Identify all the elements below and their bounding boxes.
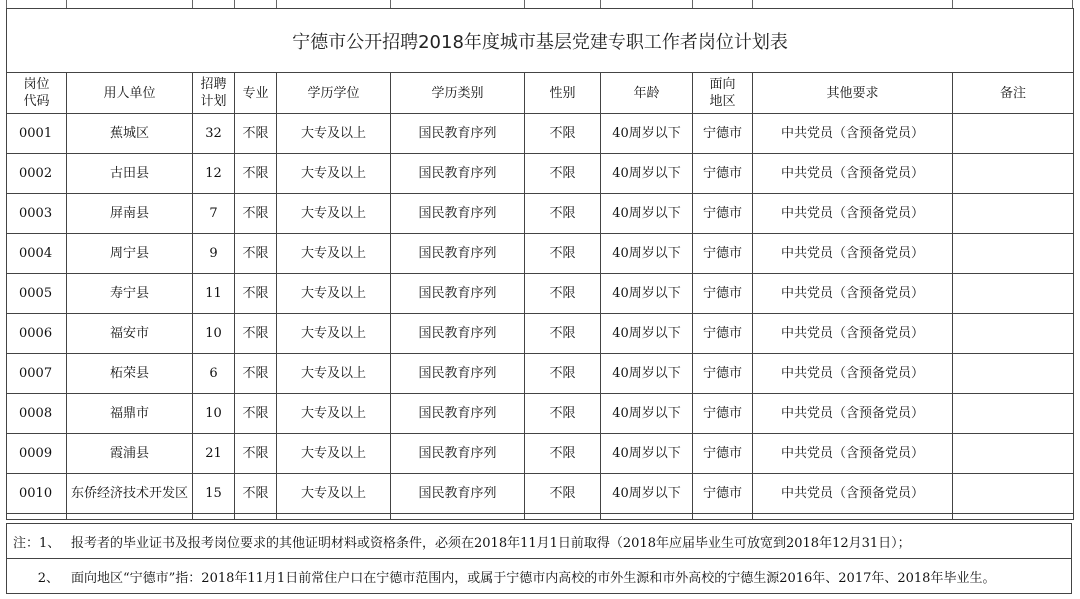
cell-age: 40周岁以下 xyxy=(601,394,693,434)
cell-area: 宁德市 xyxy=(693,274,753,314)
header-plan: 招聘 计划 xyxy=(193,73,235,114)
cell-unit: 寿宁县 xyxy=(67,274,193,314)
job-plan-sheet xyxy=(6,0,1073,599)
table-row xyxy=(7,274,1074,314)
note-2 xyxy=(6,559,1072,594)
cell-major: 不限 xyxy=(235,434,277,474)
cell-unit: 周宁县 xyxy=(67,234,193,274)
cell-plan: 9 xyxy=(193,234,235,274)
cell-edu-type: 国民教育序列 xyxy=(391,314,525,354)
cell-edu-type: 国民教育序列 xyxy=(391,114,525,154)
header-edu-type: 学历类别 xyxy=(391,73,525,114)
cell-code: 0003 xyxy=(7,194,67,234)
table-row xyxy=(7,314,1074,354)
cell-remark xyxy=(953,474,1074,514)
header-major: 专业 xyxy=(235,73,277,114)
cell-age: 40周岁以下 xyxy=(601,274,693,314)
cell-remark xyxy=(953,394,1074,434)
cell-degree: 大专及以上 xyxy=(277,434,391,474)
cell-major: 不限 xyxy=(235,194,277,234)
cell-gender: 不限 xyxy=(525,354,601,394)
cell-code: 0005 xyxy=(7,274,67,314)
cell-edu-type: 国民教育序列 xyxy=(391,194,525,234)
cell-other: 中共党员（含预备党员） xyxy=(753,354,953,394)
cell-area: 宁德市 xyxy=(693,394,753,434)
cell-degree: 大专及以上 xyxy=(277,154,391,194)
header-unit: 用人单位 xyxy=(67,73,193,114)
cell-degree: 大专及以上 xyxy=(277,234,391,274)
cell-code: 0002 xyxy=(7,154,67,194)
cell-edu-type: 国民教育序列 xyxy=(391,354,525,394)
cell-gender: 不限 xyxy=(525,114,601,154)
header-other: 其他要求 xyxy=(753,73,953,114)
cell-unit: 古田县 xyxy=(67,154,193,194)
cell-code: 0007 xyxy=(7,354,67,394)
cell-unit: 福鼎市 xyxy=(67,394,193,434)
header-age: 年龄 xyxy=(601,73,693,114)
table-row xyxy=(7,474,1074,514)
top-grid-strip xyxy=(6,0,1073,8)
cell-gender: 不限 xyxy=(525,434,601,474)
cell-code: 0001 xyxy=(7,114,67,154)
cell-remark xyxy=(953,354,1074,394)
cell-area: 宁德市 xyxy=(693,194,753,234)
cell-age: 40周岁以下 xyxy=(601,154,693,194)
cell-code: 0009 xyxy=(7,434,67,474)
note-2-text: 面向地区“宁德市”指：2018年11月1日前常住户口在宁德市范围内，或属于宁德市内高校的市外生源和市外高校的宁德生源2016年、2017年、2018年毕业生。 xyxy=(71,570,996,586)
header-remark: 备注 xyxy=(953,73,1074,114)
cell-remark xyxy=(953,114,1074,154)
cell-remark xyxy=(953,154,1074,194)
cell-degree: 大专及以上 xyxy=(277,194,391,234)
header-code: 岗位 代码 xyxy=(7,73,67,114)
note-1-text: 报考者的毕业证书及报考岗位要求的其他证明材料或资格条件，必须在2018年11月1日前取得（2018年应届毕业生可放宽到2018年12月31日）； xyxy=(71,535,911,551)
cell-age: 40周岁以下 xyxy=(601,314,693,354)
cell-major: 不限 xyxy=(235,154,277,194)
cell-plan: 11 xyxy=(193,274,235,314)
cell-area: 宁德市 xyxy=(693,234,753,274)
note-2-label: 2、 xyxy=(37,570,59,586)
table-row xyxy=(7,234,1074,274)
table-header-row xyxy=(7,73,1074,114)
cell-plan: 10 xyxy=(193,314,235,354)
cell-unit: 蕉城区 xyxy=(67,114,193,154)
cell-unit: 柘荣县 xyxy=(67,354,193,394)
cell-major: 不限 xyxy=(235,314,277,354)
cell-other: 中共党员（含预备党员） xyxy=(753,394,953,434)
table-row xyxy=(7,194,1074,234)
cell-area: 宁德市 xyxy=(693,474,753,514)
table-row xyxy=(7,434,1074,474)
cell-major: 不限 xyxy=(235,394,277,434)
cell-area: 宁德市 xyxy=(693,114,753,154)
cell-unit: 屏南县 xyxy=(67,194,193,234)
cell-age: 40周岁以下 xyxy=(601,234,693,274)
cell-remark xyxy=(953,194,1074,234)
cell-edu-type: 国民教育序列 xyxy=(391,394,525,434)
cell-major: 不限 xyxy=(235,474,277,514)
cell-plan: 12 xyxy=(193,154,235,194)
table-row xyxy=(7,394,1074,434)
cell-code: 0006 xyxy=(7,314,67,354)
cell-major: 不限 xyxy=(235,114,277,154)
cell-gender: 不限 xyxy=(525,274,601,314)
cell-edu-type: 国民教育序列 xyxy=(391,274,525,314)
header-degree: 学历学位 xyxy=(277,73,391,114)
cell-age: 40周岁以下 xyxy=(601,434,693,474)
note-1 xyxy=(6,523,1072,559)
cell-remark xyxy=(953,274,1074,314)
cell-edu-type: 国民教育序列 xyxy=(391,434,525,474)
cell-unit: 霞浦县 xyxy=(67,434,193,474)
cell-plan: 32 xyxy=(193,114,235,154)
cell-gender: 不限 xyxy=(525,154,601,194)
job-plan-table xyxy=(6,72,1074,520)
cell-other: 中共党员（含预备党员） xyxy=(753,314,953,354)
header-area: 面向 地区 xyxy=(693,73,753,114)
cell-major: 不限 xyxy=(235,234,277,274)
cell-plan: 15 xyxy=(193,474,235,514)
cell-code: 0004 xyxy=(7,234,67,274)
table-row xyxy=(7,154,1074,194)
cell-degree: 大专及以上 xyxy=(277,114,391,154)
cell-degree: 大专及以上 xyxy=(277,394,391,434)
table-row xyxy=(7,114,1074,154)
cell-gender: 不限 xyxy=(525,234,601,274)
cell-other: 中共党员（含预备党员） xyxy=(753,114,953,154)
cell-other: 中共党员（含预备党员） xyxy=(753,474,953,514)
cell-degree: 大专及以上 xyxy=(277,274,391,314)
cell-code: 0010 xyxy=(7,474,67,514)
cell-edu-type: 国民教育序列 xyxy=(391,474,525,514)
cell-edu-type: 国民教育序列 xyxy=(391,154,525,194)
cell-degree: 大专及以上 xyxy=(277,474,391,514)
cell-major: 不限 xyxy=(235,274,277,314)
cell-other: 中共党员（含预备党员） xyxy=(753,434,953,474)
notes-section xyxy=(6,523,1072,594)
cell-gender: 不限 xyxy=(525,474,601,514)
cell-gender: 不限 xyxy=(525,314,601,354)
cell-plan: 6 xyxy=(193,354,235,394)
cell-plan: 7 xyxy=(193,194,235,234)
cell-area: 宁德市 xyxy=(693,434,753,474)
table-row xyxy=(7,354,1074,394)
cell-other: 中共党员（含预备党员） xyxy=(753,234,953,274)
cell-age: 40周岁以下 xyxy=(601,354,693,394)
note-1-label: 注：1、 xyxy=(13,535,61,551)
cell-other: 中共党员（含预备党员） xyxy=(753,274,953,314)
cell-major: 不限 xyxy=(235,354,277,394)
cell-other: 中共党员（含预备党员） xyxy=(753,154,953,194)
cell-unit: 福安市 xyxy=(67,314,193,354)
cell-area: 宁德市 xyxy=(693,154,753,194)
cell-remark xyxy=(953,434,1074,474)
cell-age: 40周岁以下 xyxy=(601,114,693,154)
cell-unit: 东侨经济技术开发区 xyxy=(67,474,193,514)
cell-plan: 10 xyxy=(193,394,235,434)
page-title: 宁德市公开招聘2018年度城市基层党建专职工作者岗位计划表 xyxy=(6,8,1074,73)
cell-gender: 不限 xyxy=(525,394,601,434)
cell-area: 宁德市 xyxy=(693,314,753,354)
cell-area: 宁德市 xyxy=(693,354,753,394)
cell-degree: 大专及以上 xyxy=(277,314,391,354)
table-spacer-row xyxy=(7,514,1074,520)
cell-other: 中共党员（含预备党员） xyxy=(753,194,953,234)
cell-code: 0008 xyxy=(7,394,67,434)
header-gender: 性别 xyxy=(525,73,601,114)
cell-degree: 大专及以上 xyxy=(277,354,391,394)
cell-age: 40周岁以下 xyxy=(601,474,693,514)
cell-edu-type: 国民教育序列 xyxy=(391,234,525,274)
cell-age: 40周岁以下 xyxy=(601,194,693,234)
cell-remark xyxy=(953,314,1074,354)
cell-plan: 21 xyxy=(193,434,235,474)
cell-remark xyxy=(953,234,1074,274)
cell-gender: 不限 xyxy=(525,194,601,234)
